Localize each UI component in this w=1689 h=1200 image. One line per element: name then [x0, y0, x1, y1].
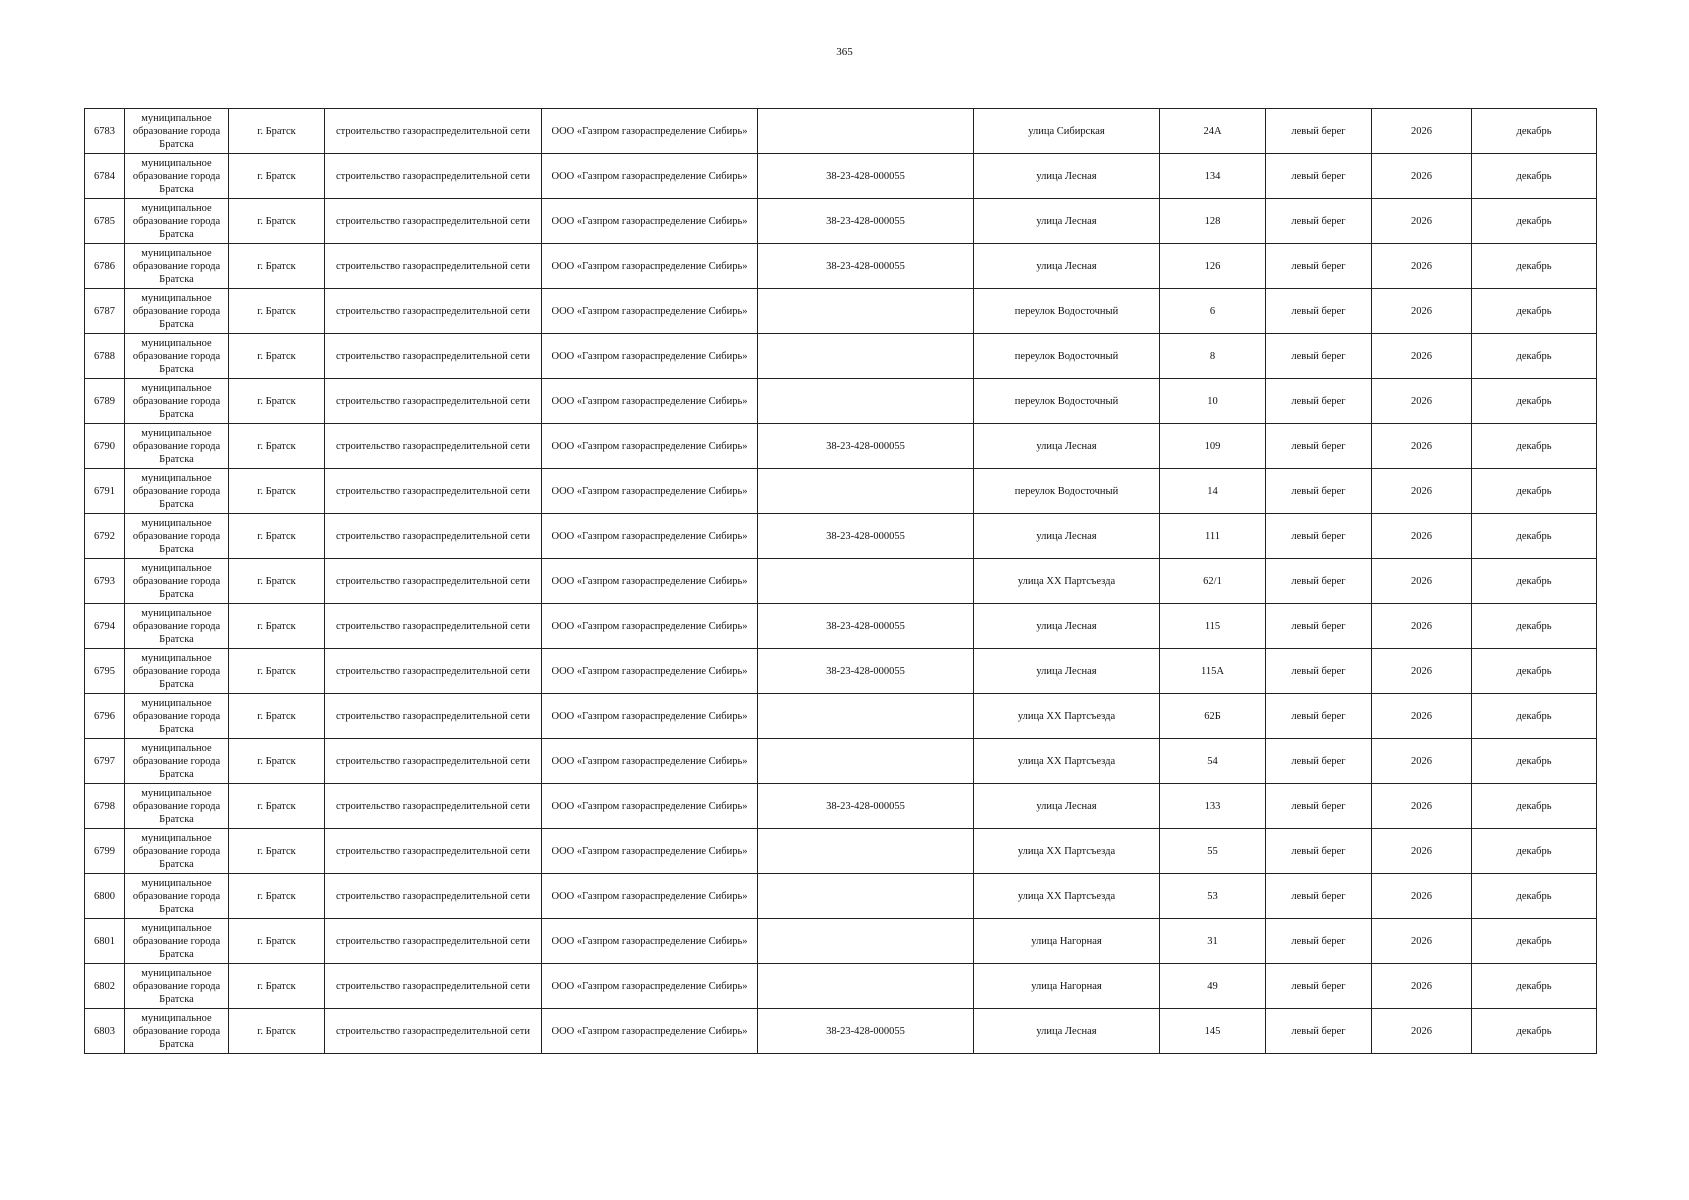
work-type-cell: строительство газораспределительной сети	[325, 1009, 542, 1054]
work-type-cell: строительство газораспределительной сети	[325, 289, 542, 334]
city-cell: г. Братск	[229, 424, 325, 469]
table-row	[85, 604, 1597, 649]
city-cell: г. Братск	[229, 154, 325, 199]
house-number-cell: 133	[1160, 784, 1266, 829]
work-type-cell: строительство газораспределительной сети	[325, 694, 542, 739]
city-cell: г. Братск	[229, 649, 325, 694]
row-number: 6793	[85, 559, 125, 604]
house-number-cell: 55	[1160, 829, 1266, 874]
year-cell: 2026	[1372, 649, 1472, 694]
month-cell: декабрь	[1472, 154, 1597, 199]
year-cell: 2026	[1372, 694, 1472, 739]
work-type-cell: строительство газораспределительной сети	[325, 964, 542, 1009]
month-cell: декабрь	[1472, 109, 1597, 154]
row-number: 6802	[85, 964, 125, 1009]
work-type-cell: строительство газораспределительной сети	[325, 829, 542, 874]
month-cell: декабрь	[1472, 964, 1597, 1009]
house-number-cell: 134	[1160, 154, 1266, 199]
work-type-cell: строительство газораспределительной сети	[325, 874, 542, 919]
street-cell: улица Лесная	[974, 784, 1160, 829]
month-cell: декабрь	[1472, 649, 1597, 694]
table-row	[85, 919, 1597, 964]
organization-cell: ООО «Газпром газораспределение Сибирь»	[542, 784, 758, 829]
table-body	[85, 109, 1597, 1054]
river-bank-cell: левый берег	[1266, 514, 1372, 559]
river-bank-cell: левый берег	[1266, 199, 1372, 244]
house-number-cell: 14	[1160, 469, 1266, 514]
organization-cell: ООО «Газпром газораспределение Сибирь»	[542, 289, 758, 334]
house-number-cell: 128	[1160, 199, 1266, 244]
municipality-cell: муниципальное образование города Братска	[125, 334, 229, 379]
work-type-cell: строительство газораспределительной сети	[325, 379, 542, 424]
table-row	[85, 424, 1597, 469]
table-row	[85, 379, 1597, 424]
table-row	[85, 559, 1597, 604]
object-code-cell	[758, 289, 974, 334]
organization-cell: ООО «Газпром газораспределение Сибирь»	[542, 874, 758, 919]
row-number: 6795	[85, 649, 125, 694]
street-cell: улица Лесная	[974, 199, 1160, 244]
month-cell: декабрь	[1472, 289, 1597, 334]
month-cell: декабрь	[1472, 1009, 1597, 1054]
city-cell: г. Братск	[229, 784, 325, 829]
work-type-cell: строительство газораспределительной сети	[325, 604, 542, 649]
object-code-cell: 38-23-428-000055	[758, 784, 974, 829]
municipality-cell: муниципальное образование города Братска	[125, 559, 229, 604]
river-bank-cell: левый берег	[1266, 874, 1372, 919]
year-cell: 2026	[1372, 154, 1472, 199]
month-cell: декабрь	[1472, 424, 1597, 469]
object-code-cell	[758, 739, 974, 784]
row-number: 6794	[85, 604, 125, 649]
street-cell: улица Лесная	[974, 604, 1160, 649]
object-code-cell	[758, 829, 974, 874]
organization-cell: ООО «Газпром газораспределение Сибирь»	[542, 334, 758, 379]
month-cell: декабрь	[1472, 784, 1597, 829]
object-code-cell: 38-23-428-000055	[758, 244, 974, 289]
river-bank-cell: левый берег	[1266, 334, 1372, 379]
table-row	[85, 514, 1597, 559]
year-cell: 2026	[1372, 424, 1472, 469]
municipality-cell: муниципальное образование города Братска	[125, 919, 229, 964]
house-number-cell: 31	[1160, 919, 1266, 964]
river-bank-cell: левый берег	[1266, 739, 1372, 784]
table-row	[85, 784, 1597, 829]
organization-cell: ООО «Газпром газораспределение Сибирь»	[542, 244, 758, 289]
city-cell: г. Братск	[229, 379, 325, 424]
table-row	[85, 289, 1597, 334]
work-type-cell: строительство газораспределительной сети	[325, 649, 542, 694]
house-number-cell: 62/1	[1160, 559, 1266, 604]
organization-cell: ООО «Газпром газораспределение Сибирь»	[542, 829, 758, 874]
table-row	[85, 334, 1597, 379]
municipality-cell: муниципальное образование города Братска	[125, 244, 229, 289]
row-number: 6783	[85, 109, 125, 154]
row-number: 6797	[85, 739, 125, 784]
year-cell: 2026	[1372, 379, 1472, 424]
year-cell: 2026	[1372, 739, 1472, 784]
river-bank-cell: левый берег	[1266, 424, 1372, 469]
object-code-cell: 38-23-428-000055	[758, 1009, 974, 1054]
row-number: 6796	[85, 694, 125, 739]
work-type-cell: строительство газораспределительной сети	[325, 469, 542, 514]
river-bank-cell: левый берег	[1266, 154, 1372, 199]
row-number: 6788	[85, 334, 125, 379]
house-number-cell: 6	[1160, 289, 1266, 334]
month-cell: декабрь	[1472, 379, 1597, 424]
city-cell: г. Братск	[229, 1009, 325, 1054]
street-cell: улица Сибирская	[974, 109, 1160, 154]
work-type-cell: строительство газораспределительной сети	[325, 559, 542, 604]
street-cell: улица XX Партсъезда	[974, 739, 1160, 784]
object-code-cell: 38-23-428-000055	[758, 154, 974, 199]
street-cell: улица Нагорная	[974, 964, 1160, 1009]
organization-cell: ООО «Газпром газораспределение Сибирь»	[542, 919, 758, 964]
city-cell: г. Братск	[229, 334, 325, 379]
row-number: 6803	[85, 1009, 125, 1054]
municipality-cell: муниципальное образование города Братска	[125, 424, 229, 469]
work-type-cell: строительство газораспределительной сети	[325, 784, 542, 829]
table-row	[85, 694, 1597, 739]
organization-cell: ООО «Газпром газораспределение Сибирь»	[542, 1009, 758, 1054]
street-cell: улица Нагорная	[974, 919, 1160, 964]
organization-cell: ООО «Газпром газораспределение Сибирь»	[542, 469, 758, 514]
month-cell: декабрь	[1472, 469, 1597, 514]
municipality-cell: муниципальное образование города Братска	[125, 154, 229, 199]
table-row	[85, 874, 1597, 919]
row-number: 6790	[85, 424, 125, 469]
month-cell: декабрь	[1472, 829, 1597, 874]
house-number-cell: 111	[1160, 514, 1266, 559]
row-number: 6789	[85, 379, 125, 424]
street-cell: улица Лесная	[974, 1009, 1160, 1054]
object-code-cell: 38-23-428-000055	[758, 514, 974, 559]
city-cell: г. Братск	[229, 604, 325, 649]
table-row	[85, 469, 1597, 514]
organization-cell: ООО «Газпром газораспределение Сибирь»	[542, 739, 758, 784]
city-cell: г. Братск	[229, 919, 325, 964]
city-cell: г. Братск	[229, 289, 325, 334]
city-cell: г. Братск	[229, 829, 325, 874]
river-bank-cell: левый берег	[1266, 604, 1372, 649]
river-bank-cell: левый берег	[1266, 964, 1372, 1009]
table-row	[85, 739, 1597, 784]
year-cell: 2026	[1372, 919, 1472, 964]
organization-cell: ООО «Газпром газораспределение Сибирь»	[542, 424, 758, 469]
year-cell: 2026	[1372, 514, 1472, 559]
object-code-cell	[758, 379, 974, 424]
work-type-cell: строительство газораспределительной сети	[325, 244, 542, 289]
street-cell: улица Лесная	[974, 424, 1160, 469]
river-bank-cell: левый берег	[1266, 919, 1372, 964]
house-number-cell: 62Б	[1160, 694, 1266, 739]
year-cell: 2026	[1372, 559, 1472, 604]
house-number-cell: 53	[1160, 874, 1266, 919]
work-type-cell: строительство газораспределительной сети	[325, 919, 542, 964]
object-code-cell: 38-23-428-000055	[758, 604, 974, 649]
river-bank-cell: левый берег	[1266, 244, 1372, 289]
municipality-cell: муниципальное образование города Братска	[125, 874, 229, 919]
municipality-cell: муниципальное образование города Братска	[125, 964, 229, 1009]
house-number-cell: 145	[1160, 1009, 1266, 1054]
organization-cell: ООО «Газпром газораспределение Сибирь»	[542, 514, 758, 559]
work-type-cell: строительство газораспределительной сети	[325, 424, 542, 469]
city-cell: г. Братск	[229, 964, 325, 1009]
work-type-cell: строительство газораспределительной сети	[325, 514, 542, 559]
month-cell: декабрь	[1472, 919, 1597, 964]
house-number-cell: 24А	[1160, 109, 1266, 154]
river-bank-cell: левый берег	[1266, 469, 1372, 514]
month-cell: декабрь	[1472, 694, 1597, 739]
table-row	[85, 154, 1597, 199]
year-cell: 2026	[1372, 109, 1472, 154]
river-bank-cell: левый берег	[1266, 109, 1372, 154]
month-cell: декабрь	[1472, 244, 1597, 289]
table-row	[85, 964, 1597, 1009]
object-code-cell	[758, 469, 974, 514]
municipality-cell: муниципальное образование города Братска	[125, 784, 229, 829]
municipality-cell: муниципальное образование города Братска	[125, 1009, 229, 1054]
municipality-cell: муниципальное образование города Братска	[125, 514, 229, 559]
object-code-cell: 38-23-428-000055	[758, 199, 974, 244]
city-cell: г. Братск	[229, 514, 325, 559]
street-cell: улица XX Партсъезда	[974, 829, 1160, 874]
house-number-cell: 54	[1160, 739, 1266, 784]
month-cell: декабрь	[1472, 199, 1597, 244]
street-cell: улица Лесная	[974, 649, 1160, 694]
year-cell: 2026	[1372, 1009, 1472, 1054]
table-row	[85, 199, 1597, 244]
street-cell: переулок Водосточный	[974, 379, 1160, 424]
table-row	[85, 109, 1597, 154]
table-row	[85, 244, 1597, 289]
month-cell: декабрь	[1472, 739, 1597, 784]
year-cell: 2026	[1372, 784, 1472, 829]
year-cell: 2026	[1372, 334, 1472, 379]
house-number-cell: 10	[1160, 379, 1266, 424]
city-cell: г. Братск	[229, 469, 325, 514]
month-cell: декабрь	[1472, 559, 1597, 604]
street-cell: улица XX Партсъезда	[974, 874, 1160, 919]
work-type-cell: строительство газораспределительной сети	[325, 199, 542, 244]
row-number: 6800	[85, 874, 125, 919]
year-cell: 2026	[1372, 604, 1472, 649]
row-number: 6801	[85, 919, 125, 964]
city-cell: г. Братск	[229, 559, 325, 604]
year-cell: 2026	[1372, 469, 1472, 514]
city-cell: г. Братск	[229, 694, 325, 739]
year-cell: 2026	[1372, 199, 1472, 244]
year-cell: 2026	[1372, 244, 1472, 289]
street-cell: переулок Водосточный	[974, 334, 1160, 379]
page-number: 365	[836, 46, 853, 58]
house-number-cell: 109	[1160, 424, 1266, 469]
organization-cell: ООО «Газпром газораспределение Сибирь»	[542, 604, 758, 649]
object-code-cell: 38-23-428-000055	[758, 649, 974, 694]
river-bank-cell: левый берег	[1266, 379, 1372, 424]
street-cell: переулок Водосточный	[974, 289, 1160, 334]
city-cell: г. Братск	[229, 874, 325, 919]
municipality-cell: муниципальное образование города Братска	[125, 469, 229, 514]
object-code-cell: 38-23-428-000055	[758, 424, 974, 469]
street-cell: улица Лесная	[974, 514, 1160, 559]
object-code-cell	[758, 874, 974, 919]
object-code-cell	[758, 334, 974, 379]
table-row	[85, 1009, 1597, 1054]
street-cell: улица XX Партсъезда	[974, 694, 1160, 739]
river-bank-cell: левый берег	[1266, 649, 1372, 694]
year-cell: 2026	[1372, 874, 1472, 919]
street-cell: улица Лесная	[974, 244, 1160, 289]
month-cell: декабрь	[1472, 334, 1597, 379]
organization-cell: ООО «Газпром газораспределение Сибирь»	[542, 199, 758, 244]
river-bank-cell: левый берег	[1266, 1009, 1372, 1054]
street-cell: улица Лесная	[974, 154, 1160, 199]
object-code-cell	[758, 559, 974, 604]
work-type-cell: строительство газораспределительной сети	[325, 109, 542, 154]
municipality-cell: муниципальное образование города Братска	[125, 739, 229, 784]
work-type-cell: строительство газораспределительной сети	[325, 334, 542, 379]
month-cell: декабрь	[1472, 604, 1597, 649]
house-number-cell: 126	[1160, 244, 1266, 289]
municipality-cell: муниципальное образование города Братска	[125, 199, 229, 244]
organization-cell: ООО «Газпром газораспределение Сибирь»	[542, 154, 758, 199]
municipality-cell: муниципальное образование города Братска	[125, 379, 229, 424]
river-bank-cell: левый берег	[1266, 694, 1372, 739]
municipality-cell: муниципальное образование города Братска	[125, 109, 229, 154]
organization-cell: ООО «Газпром газораспределение Сибирь»	[542, 379, 758, 424]
house-number-cell: 8	[1160, 334, 1266, 379]
object-code-cell	[758, 919, 974, 964]
river-bank-cell: левый берег	[1266, 289, 1372, 334]
work-type-cell: строительство газораспределительной сети	[325, 739, 542, 784]
organization-cell: ООО «Газпром газораспределение Сибирь»	[542, 109, 758, 154]
house-number-cell: 49	[1160, 964, 1266, 1009]
year-cell: 2026	[1372, 964, 1472, 1009]
city-cell: г. Братск	[229, 199, 325, 244]
row-number: 6792	[85, 514, 125, 559]
object-code-cell	[758, 964, 974, 1009]
object-code-cell	[758, 109, 974, 154]
row-number: 6798	[85, 784, 125, 829]
organization-cell: ООО «Газпром газораспределение Сибирь»	[542, 964, 758, 1009]
row-number: 6784	[85, 154, 125, 199]
organization-cell: ООО «Газпром газораспределение Сибирь»	[542, 559, 758, 604]
river-bank-cell: левый берег	[1266, 559, 1372, 604]
year-cell: 2026	[1372, 829, 1472, 874]
year-cell: 2026	[1372, 289, 1472, 334]
table-row	[85, 829, 1597, 874]
municipality-cell: муниципальное образование города Братска	[125, 829, 229, 874]
month-cell: декабрь	[1472, 514, 1597, 559]
city-cell: г. Братск	[229, 109, 325, 154]
house-number-cell: 115А	[1160, 649, 1266, 694]
city-cell: г. Братск	[229, 244, 325, 289]
organization-cell: ООО «Газпром газораспределение Сибирь»	[542, 694, 758, 739]
row-number: 6799	[85, 829, 125, 874]
row-number: 6787	[85, 289, 125, 334]
river-bank-cell: левый берег	[1266, 829, 1372, 874]
city-cell: г. Братск	[229, 739, 325, 784]
organization-cell: ООО «Газпром газораспределение Сибирь»	[542, 649, 758, 694]
row-number: 6791	[85, 469, 125, 514]
municipality-cell: муниципальное образование города Братска	[125, 289, 229, 334]
street-cell: переулок Водосточный	[974, 469, 1160, 514]
municipality-cell: муниципальное образование города Братска	[125, 604, 229, 649]
gas-network-registry-table	[84, 108, 1597, 1054]
row-number: 6785	[85, 199, 125, 244]
row-number: 6786	[85, 244, 125, 289]
street-cell: улица XX Партсъезда	[974, 559, 1160, 604]
month-cell: декабрь	[1472, 874, 1597, 919]
river-bank-cell: левый берег	[1266, 784, 1372, 829]
house-number-cell: 115	[1160, 604, 1266, 649]
municipality-cell: муниципальное образование города Братска	[125, 649, 229, 694]
object-code-cell	[758, 694, 974, 739]
municipality-cell: муниципальное образование города Братска	[125, 694, 229, 739]
table-row	[85, 649, 1597, 694]
work-type-cell: строительство газораспределительной сети	[325, 154, 542, 199]
